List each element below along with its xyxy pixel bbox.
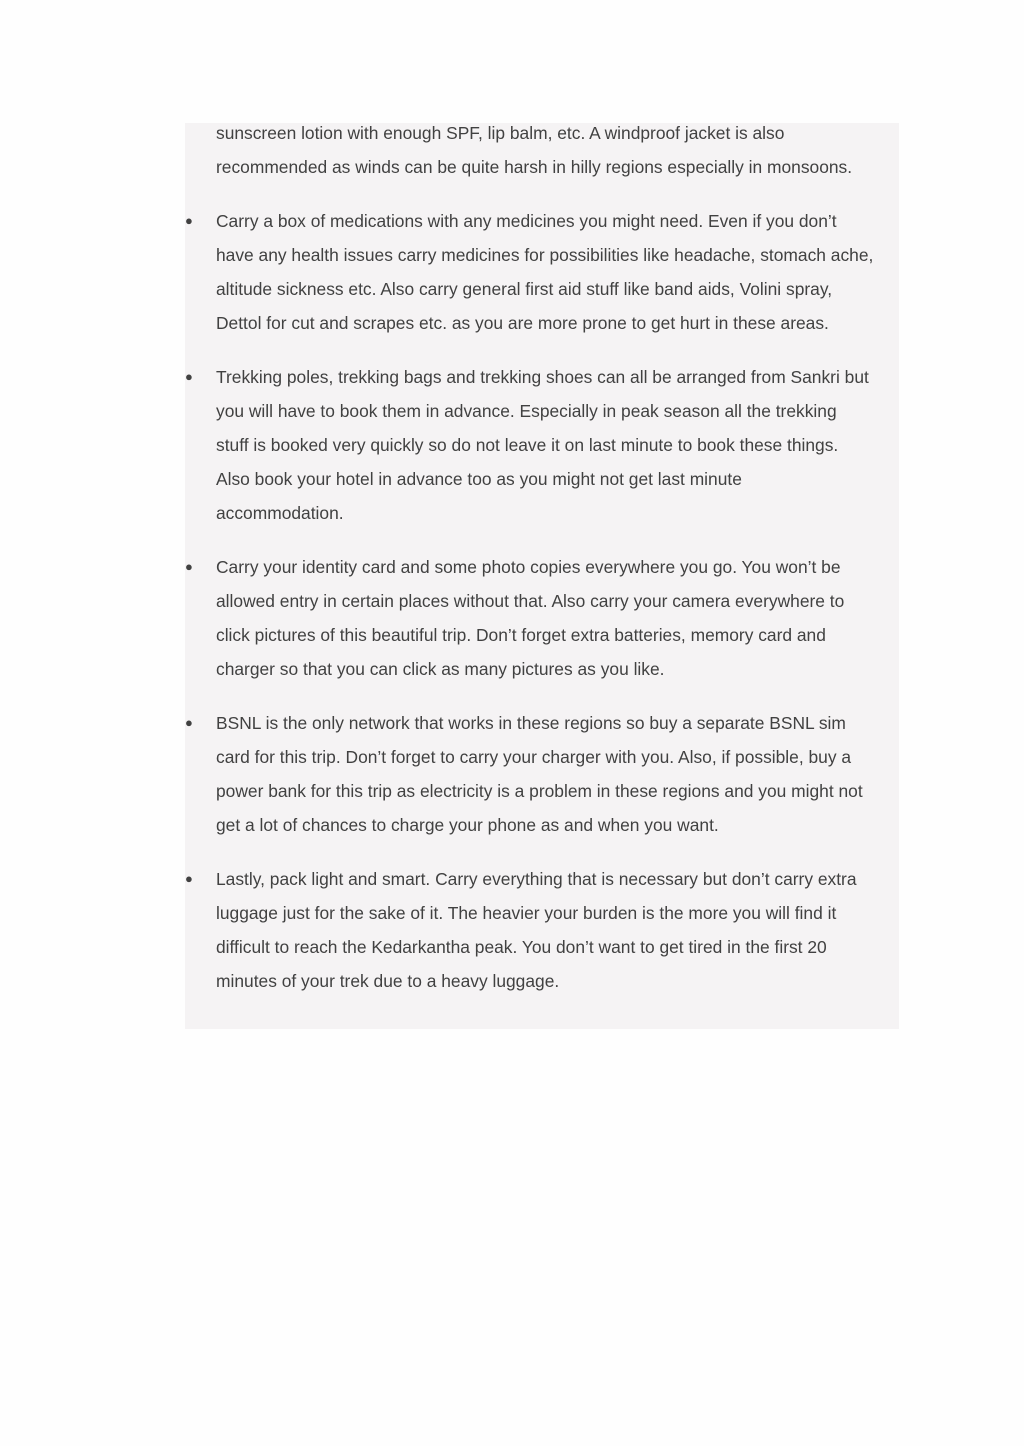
- text-line: allowed entry in certain places without that. Also carry your camera everywhere to: [216, 591, 845, 611]
- text-line: Carry your identity card and some photo copies everywhere you go. You won’t be: [216, 557, 841, 577]
- bullet-item-pack-light: [185, 862, 899, 998]
- text-line: charger so that you can click as many pictures as you like.: [216, 659, 665, 679]
- bullet-icon: ●: [185, 715, 193, 730]
- text-line: BSNL is the only network that works in these regions so buy a separate BSNL sim: [216, 713, 846, 733]
- bullet-icon: ●: [185, 871, 193, 886]
- text-line: get a lot of chances to charge your phone as and when you want.: [216, 815, 719, 835]
- text-line: sunscreen lotion with enough SPF, lip balm, etc. A windproof jacket is also: [216, 123, 785, 143]
- text-line: stuff is booked very quickly so do not leave it on last minute to book these things.: [216, 435, 839, 455]
- text-line: altitude sickness etc. Also carry general first aid stuff like band aids, Volini spray,: [216, 279, 833, 299]
- text-line: Also book your hotel in advance too as you might not get last minute: [216, 469, 742, 489]
- text-line: minutes of your trek due to a heavy luggage.: [216, 971, 560, 991]
- bullet-icon: ●: [185, 559, 193, 574]
- bullet-item-identity-card: [185, 550, 899, 686]
- text-line: Lastly, pack light and smart. Carry everything that is necessary but don’t carry extra: [216, 869, 857, 889]
- text-line: difficult to reach the Kedarkantha peak. You don’t want to get tired in the first 20: [216, 937, 827, 957]
- bullet-item-bsnl-network: [185, 706, 899, 842]
- text-line: Carry a box of medications with any medicines you might need. Even if you don’t: [216, 211, 837, 231]
- text-line: power bank for this trip as electricity is a problem in these regions and you might not: [216, 781, 863, 801]
- text-line: accommodation.: [216, 503, 344, 523]
- bullet-item-medications: [185, 204, 899, 340]
- continued-paragraph: [185, 116, 899, 184]
- text-line: you will have to book them in advance. Especially in peak season all the trekking: [216, 401, 837, 421]
- text-line: luggage just for the sake of it. The heavier your burden is the more you will find it: [216, 903, 837, 923]
- bullet-icon: ●: [185, 369, 193, 384]
- text-line: recommended as winds can be quite harsh in hilly regions especially in monsoons.: [216, 157, 853, 177]
- text-line: Trekking poles, trekking bags and trekking shoes can all be arranged from Sankri but: [216, 367, 869, 387]
- text-line: click pictures of this beautiful trip. Don’t forget extra batteries, memory card and: [216, 625, 826, 645]
- text-line: have any health issues carry medicines for possibilities like headache, stomach ache,: [216, 245, 874, 265]
- text-line: card for this trip. Don’t forget to carry your charger with you. Also, if possible, buy a: [216, 747, 852, 767]
- text-line: Dettol for cut and scrapes etc. as you are more prone to get hurt in these areas.: [216, 313, 829, 333]
- bullet-item-trekking-gear: [185, 360, 899, 530]
- bullet-icon: ●: [185, 213, 193, 228]
- document-body: [185, 116, 899, 998]
